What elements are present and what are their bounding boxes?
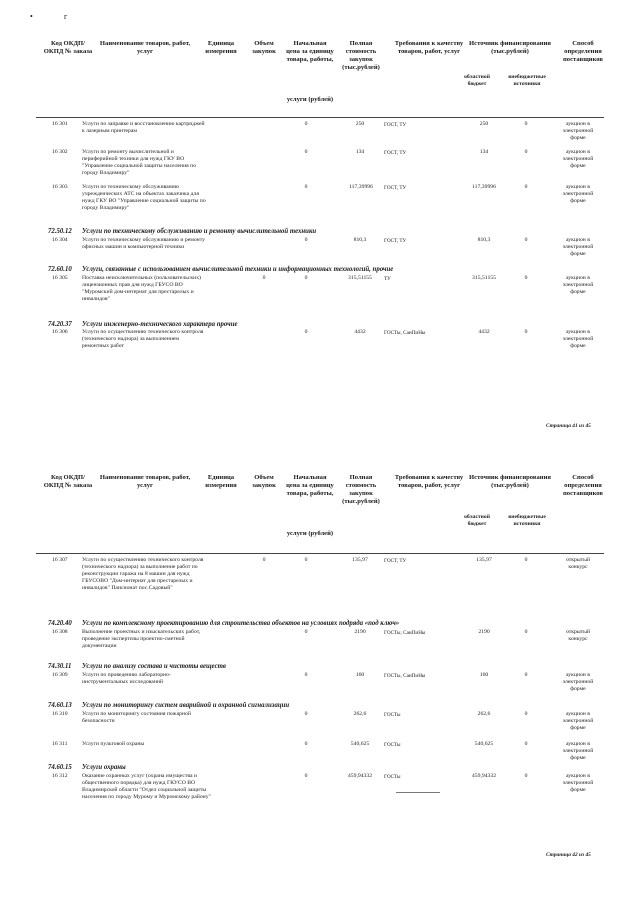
row-requirements: ГОСТ, ТУ <box>384 185 407 191</box>
row-requirements: ГОСТы <box>384 774 401 780</box>
row-total: 2190 <box>354 629 366 635</box>
row-method: аукцион в электронной форме <box>562 184 594 204</box>
row-extra: 0 <box>524 773 528 779</box>
row-price: 0 <box>304 121 308 127</box>
row-method: аукцион в электронной форме <box>562 237 594 257</box>
row-price: 0 <box>304 773 308 779</box>
row-name: Выполнение проектных и изыскательских работ, проведение экспертизы проектно-сметной документации <box>82 629 201 649</box>
row-number: 16 308 <box>52 629 68 635</box>
row-number: 16 304 <box>52 237 68 243</box>
row-requirements: ГОСТ, ТУ <box>384 150 407 156</box>
row-requirements: ГОСТ, ТУ <box>384 558 407 564</box>
header-start-price-sub: услуги (рублей) <box>286 96 334 103</box>
row-requirements: ГОСТ, ТУ <box>384 238 407 244</box>
row-number: 16 303 <box>52 184 68 190</box>
row-price: 0 <box>304 711 308 717</box>
section-title: Услуги по комплексному проектированию для строительства объектов на условиях подряда «под ключ» <box>82 620 400 627</box>
row-total: 135,97 <box>352 557 368 563</box>
row-name: Услуги по техническому обслуживанию и ремонту офисных машин и компьютерной техники <box>82 237 205 250</box>
row-regional: 2190 <box>478 629 490 635</box>
row-number: 16 312 <box>52 773 68 779</box>
section-heading <box>48 321 238 328</box>
row-extra: 0 <box>524 672 528 678</box>
row-regional: 134 <box>479 149 489 155</box>
row-regional: 459,94332 <box>471 773 497 779</box>
row-price: 0 <box>304 557 308 563</box>
row-requirements: ГОСТ, ТУ <box>384 122 407 128</box>
row-method: аукцион в электронной форме <box>562 672 594 692</box>
row-regional: 4432 <box>478 329 490 335</box>
row-name: Услуги по мониторингу состояния пожарной безопасности <box>82 711 191 724</box>
header-divider <box>36 117 604 118</box>
row-extra: 0 <box>524 629 528 635</box>
section-title: Услуги инженерно-технического характера прочие <box>82 321 238 328</box>
row-extra: 0 <box>524 149 528 155</box>
row-method: аукцион в электронной форме <box>562 329 594 349</box>
row-name: Услуги по осуществлению технического контроля (технического надзора) за выполнение работ по реконструкции гаража на 8 машин для нужд ГБУСОВО "Дом-интернат для престарелых и инвалидов" Пансионат пос.Садовый" <box>82 557 204 591</box>
header-code: Код ОКДП/ ОКПД № заказа <box>43 40 93 55</box>
section-heading <box>48 702 289 709</box>
row-name: Услуги пультовой охраны <box>82 741 145 747</box>
row-extra: 0 <box>524 237 528 243</box>
corner-mark: г <box>64 12 68 21</box>
header-unit: Единица измерения <box>205 40 237 55</box>
page-footer: Страница 42 из 45 <box>546 852 591 858</box>
row-price: 0 <box>304 329 308 335</box>
header-source-extra: внебюджетные источники <box>508 74 546 87</box>
header-source-regional: областной бюджет <box>464 74 490 87</box>
page-footer: Страница 41 из 45 <box>546 423 591 429</box>
row-extra: 0 <box>524 711 528 717</box>
row-method: аукцион в электронной форме <box>562 773 594 793</box>
row-price: 0 <box>304 629 308 635</box>
row-regional: 117,39996 <box>472 184 496 190</box>
row-total: 262,6 <box>353 711 367 717</box>
header-source-regional: областной бюджет <box>464 514 490 527</box>
header-volume: Объем закупок <box>252 40 276 55</box>
row-total: 134 <box>355 149 365 155</box>
section-title: Услуги по анализу состава и чистоты веществ <box>82 663 226 670</box>
header-code: Код ОКДП/ ОКПД № заказа <box>43 474 93 489</box>
row-price: 0 <box>304 672 308 678</box>
row-extra: 0 <box>524 275 528 281</box>
row-name: Услуги по техническому обслуживанию учрежденческих АТС на объектах заказчика для нужд ГКУ ВО "Управление социальной защиты по городу Владимиру" <box>82 184 206 211</box>
row-total: 540,625 <box>350 741 370 747</box>
row-requirements: ТУ <box>384 276 391 282</box>
row-method: аукцион в электронной форме <box>562 711 594 731</box>
row-name: Оказание охранных услуг (охрана имущества и общественного порядка) для нужд ГКУСО ВО Владимирской области "Отдел социальной защиты населения по городу Мурому и Муромскому району" <box>82 773 211 800</box>
header-divider <box>36 553 604 554</box>
row-name: Услуги по заправке и восстановлению картриджей к лазерным принтерам <box>82 121 205 134</box>
row-extra: 0 <box>524 557 528 563</box>
row-total: 250 <box>355 121 365 127</box>
row-method: открытый конкурс <box>565 629 591 642</box>
row-number: 16 310 <box>52 711 68 717</box>
row-requirements: ГОСТы, СанПиНы <box>384 630 426 636</box>
section-heading <box>48 266 393 273</box>
dot-mark: • <box>30 12 33 21</box>
row-regional: 262,6 <box>477 711 491 717</box>
header-requirements: Требования к качеству товаров, работ, услуг <box>394 40 464 55</box>
section-title: Услуги, связанные с использованием вычислительной техники и информационных технологий, прочие <box>82 266 394 273</box>
pen-stroke <box>396 792 440 793</box>
header-start-price-sub: услуги (рублей) <box>286 530 334 537</box>
row-price: 0 <box>304 149 308 155</box>
header-requirements: Требования к качеству товаров, работ, услуг <box>394 474 464 489</box>
header-source: Источник финансирования (тыс.рублей) <box>469 474 551 489</box>
row-name: Услуги по осуществлению технического контроля (технического надзора) за выполнением ремонтных работ <box>82 329 204 349</box>
header-source-extra: внебюджетные источники <box>508 514 546 527</box>
row-total: 160 <box>355 672 365 678</box>
section-title: Услуги по мониторингу систем аварийной и охранной сигнализации <box>82 702 290 709</box>
section-code: 74.60.13 <box>48 702 72 709</box>
header-method: Способ определения поставщиков <box>563 40 603 63</box>
header-method: Способ определения поставщиков <box>563 474 603 497</box>
row-method: аукцион в электронной форме <box>562 149 594 169</box>
row-name: Поставка неисключительных (пользовательских) лицензионных прав для нужд ГБУСО ВО "Муромский дом-интернат для престарелых и инвалидов" <box>82 275 201 302</box>
header-start-price: Начальная цена за единицу товара, работы, <box>286 40 334 63</box>
row-regional: 315,51155 <box>472 275 496 281</box>
row-regional: 540,625 <box>474 741 494 747</box>
row-total: 117,39996 <box>349 184 373 190</box>
row-price: 0 <box>304 275 308 281</box>
row-extra: 0 <box>524 741 528 747</box>
row-requirements: ГОСТы, СанПиНы <box>384 330 426 336</box>
section-title: Услуги охраны <box>82 764 126 771</box>
header-total: Полная стоимость закупок (тыс.рублей) <box>342 40 380 71</box>
section-code: 74.30.11 <box>48 663 72 670</box>
row-unit: 0 <box>262 275 266 281</box>
row-price: 0 <box>304 237 308 243</box>
section-code: 72.50.12 <box>48 228 72 235</box>
section-title: Услуги по техническому обслуживанию и ремонту вычислительной техники <box>82 228 317 235</box>
header-name: Наименование товаров, работ, услуг <box>99 40 191 55</box>
row-number: 16 305 <box>52 275 68 281</box>
header-name: Наименование товаров, работ, услуг <box>99 474 191 489</box>
row-method: открытый конкурс <box>565 557 591 570</box>
row-extra: 0 <box>524 184 528 190</box>
row-unit: 0 <box>262 557 266 563</box>
section-code: 74.20.37 <box>48 321 72 328</box>
row-requirements: ГОСТы <box>384 742 401 748</box>
row-method: аукцион в электронной форме <box>562 275 594 295</box>
row-total: 810,3 <box>353 237 367 243</box>
header-start-price: Начальная цена за единицу товара, работы, <box>286 474 334 497</box>
row-total: 459,94332 <box>347 773 373 779</box>
header-total: Полная стоимость закупок (тыс.рублей) <box>342 474 380 505</box>
row-total: 4432 <box>354 329 366 335</box>
section-heading <box>48 620 399 627</box>
section-code: 72.60.10 <box>48 266 72 273</box>
row-number: 16 302 <box>52 149 68 155</box>
header-volume: Объем закупок <box>252 474 276 489</box>
row-regional: 810,3 <box>477 237 491 243</box>
row-extra: 0 <box>524 121 528 127</box>
row-number: 16 301 <box>52 121 68 127</box>
row-method: аукцион в электронной форме <box>562 741 594 761</box>
section-code: 74.60.15 <box>48 764 72 771</box>
section-heading <box>48 228 316 235</box>
row-method: аукцион в электронной форме <box>562 121 594 141</box>
row-number: 16 306 <box>52 329 68 335</box>
row-regional: 250 <box>479 121 489 127</box>
section-heading <box>48 663 226 670</box>
header-unit: Единица измерения <box>205 474 237 489</box>
header-source: Источник финансирования (тыс.рублей) <box>469 40 551 55</box>
row-name: Услуги по проведению лабораторно-инструментальных исследований <box>82 672 171 685</box>
row-extra: 0 <box>524 329 528 335</box>
row-requirements: ГОСТы, СанПиНы <box>384 673 426 679</box>
row-total: 315,51155 <box>348 275 372 281</box>
row-number: 16 309 <box>52 672 68 678</box>
row-price: 0 <box>304 741 308 747</box>
row-name: Услуги по ремонту вычислительной и периферийной техники для нужд ГКУ ВО "Управление социальной защиты населения по городу Владимиру" <box>82 149 197 176</box>
row-number: 16 311 <box>52 741 68 747</box>
row-price: 0 <box>304 184 308 190</box>
section-code: 74.20.40 <box>48 620 72 627</box>
row-number: 16 307 <box>52 557 68 563</box>
section-heading <box>48 764 126 771</box>
row-regional: 135,97 <box>476 557 492 563</box>
row-regional: 160 <box>479 672 489 678</box>
row-requirements: ГОСТы <box>384 712 401 718</box>
